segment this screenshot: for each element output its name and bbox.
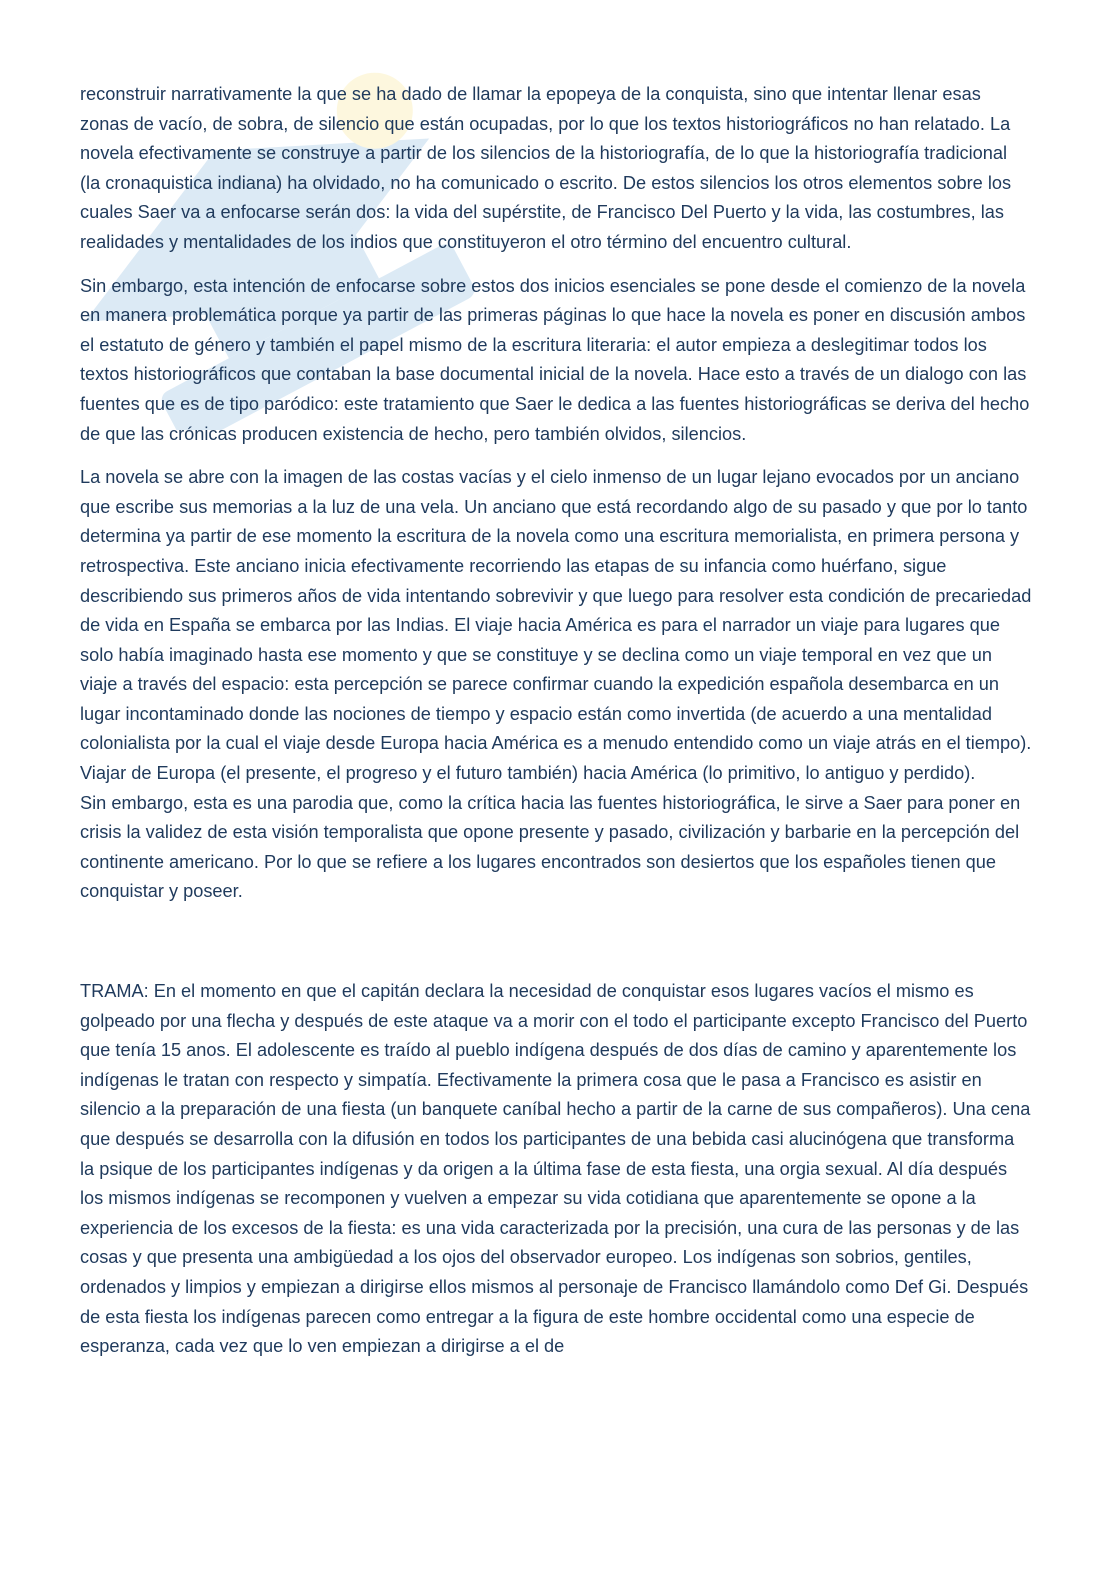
paragraph-sin-embargo: Sin embargo, esta intención de enfocarse sobre estos dos inicios esenciales se pone desde el comienzo de la novela en manera problemática porque ya partir de las primeras páginas lo que hace la novela es poner en discusión ambos el estatuto de género y también el papel mismo de la escritura literaria: el autor empieza a deslegitimar todos los textos historiográficos que contaban la base documental inicial de la novela. Hace esto a través de un dialogo con las fuentes que es de tipo paródico: este tratamiento que Saer le dedica a las fuentes historiográficas se deriva del hecho de que las crónicas producen existencia de hecho, pero también olvidos, silencios. [80, 275, 1030, 444]
paragraph-trama: TRAMA: En el momento en que el capitán declara la necesidad de conquistar esos lugares vacíos el mismo es golpeado por una flecha y después de este ataque va a morir con el todo el participante excepto Francisco del Puerto que tenía 15 anos. El adolescente es traído al pueblo indígena después de dos días de camino y aparentemente los indígenas le tratan con respecto y simpatía. Efectivamente la primera cosa que le pasa a Francisco es asistir en silencio a la preparación de una fiesta (un banquete caníbal hecho a partir de la carne de sus compañeros). Una cena que después se desarrolla con la difusión en todos los participantes de una bebida casi alucinógena que transforma la psique de los participantes indígenas y da origen a la última fase de esta fiesta, una orgia sexual. Al día después los mismos indígenas se recomponen y vuelven a empezar su vida cotidiana que aparentemente se opone a la experiencia de los excesos de la fiesta: es una vida caracterizada por la precisión, una cura de las personas y de las cosas y que presenta una ambigüedad a los ojos del observador europeo. Los indígenas son sobrios, gentiles, ordenados y limpios y empiezan a dirigirse ellos mismos al personaje de Francisco llamándolo como Def Gi. Después de esta fiesta los indígenas parecen como entregar a la figura de este hombre occidental como una especie de esperanza, cada vez que lo ven empiezan a dirigirse a el de [80, 981, 1031, 1357]
document-page [80, 80, 1032, 1376]
paragraph-parodia: Sin embargo, esta es una parodia que, como la crítica hacia las fuentes historiográfica, le sirve a Saer para poner en crisis la validez de esta visión temporalista que opone presente y pasado, civilización y barbarie en la percepción del continente americano. Por lo que se refiere a los lugares encontrados son desiertos que los españoles tienen que conquistar y poseer. [80, 792, 1021, 902]
paragraph-intro: reconstruir narrativamente la que se ha dado de llamar la epopeya de la conquista, sino que intentar llenar esas zonas de vacío, de sobra, de silencio que están ocupadas, por lo que los textos historiográficos no han relatado. La novela efectivamente se construye a partir de los silencios de la historiografía, de lo que la historiografía tradicional (la cronaquistica indiana) ha olvidado, no ha comunicado o escrito. De estos silencios los otros elementos sobre los cuales Saer va a enfocarse serán dos: la vida del supérstite, de Francisco Del Puerto y la vida, las costumbres, las realidades y mentalidades de los indios que constituyeron el otro término del encuentro cultural. [80, 84, 1012, 252]
paragraph-la-novela: La novela se abre con la imagen de las costas vacías y el cielo inmenso de un lugar lejano evocados por un anciano que escribe sus memorias a la luz de una vela. Un anciano que está recordando algo de su pasado y que por lo tanto determina ya partir de ese momento la escritura de la novela como una escritura memorialista, en primera persona y retrospectiva. Este anciano inicia efectivamente recorriendo las etapas de su infancia como huérfano, sigue describiendo sus primeros años de vida intentando sobrevivir y que luego para resolver esta condición de precariedad de vida en España se embarca por las Indias. El viaje hacia América es para el narrador un viaje para lugares que solo había imaginado hasta ese momento y que se constituye y se declina como un viaje temporal en vez que un viaje a través del espacio: esta percepción se parece confirmar cuando la expedición española desembarca en un lugar incontaminado donde las nociones de tiempo y espacio están como invertida (de acuerdo a una mentalidad colonialista por la cual el viaje desde Europa hacia América es a menudo entendido como un viaje atrás en el tiempo). Viajar de Europa (el presente, el progreso y el futuro también) hacia América (lo primitivo, lo antiguo y perdido). [80, 467, 1032, 784]
section-spacer [80, 921, 1032, 977]
